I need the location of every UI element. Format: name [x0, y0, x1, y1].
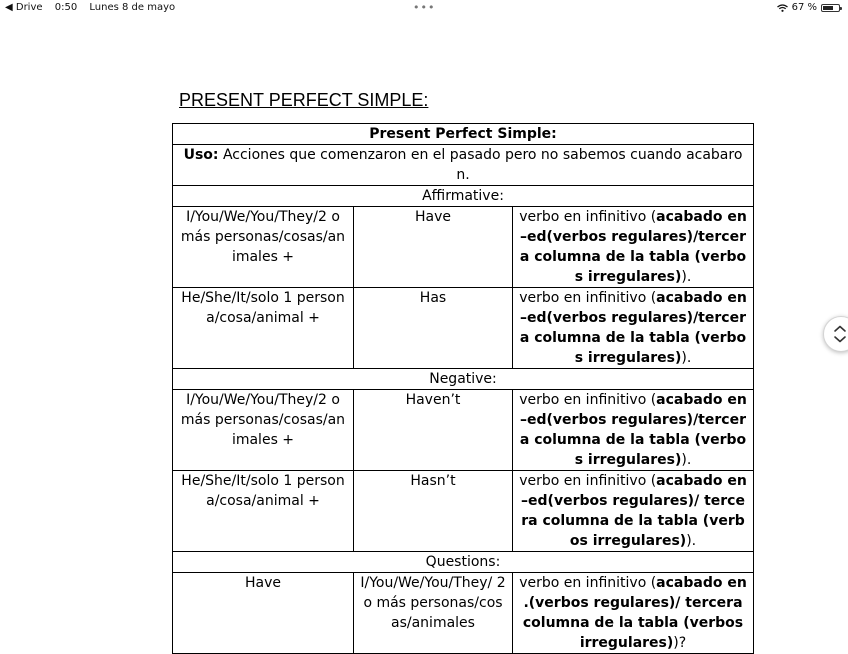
clock: 0:50: [54, 2, 78, 13]
status-bar: [0, 0, 848, 16]
date: Lunes 8 de mayo: [89, 2, 176, 13]
table-row: [173, 471, 754, 552]
verb-text: verbo en infinitivo (: [519, 209, 657, 225]
auxiliary-cell: Have: [354, 207, 513, 288]
verb-bold-text: acabado en .(verbos regulares)/ tercera columna de la tabla (verbos irregulares): [522, 575, 747, 651]
section-title-questions: Questions:: [173, 552, 754, 573]
verb-text: verbo en infinitivo (: [519, 575, 657, 591]
wifi-icon: [777, 4, 788, 12]
subject-cell: I/You/We/You/They/2 o más personas/cosas/animales +: [173, 390, 354, 471]
verb-cell: [513, 573, 754, 654]
verb-cell: [513, 390, 754, 471]
section-title-affirmative: Affirmative:: [173, 186, 754, 207]
verb-bold-text: acabado en –ed(verbos regulares)/ tercera columna de la tabla (verbos irregulares): [521, 473, 747, 549]
auxiliary-cell: Haven’t: [354, 390, 513, 471]
battery-fill: [823, 6, 833, 10]
verb-bold-text: acabado en –ed(verbos regulares)/tercera columna de la tabla (verbos irregulares): [519, 209, 747, 285]
section-title-row: [173, 186, 754, 207]
table-row: [173, 207, 754, 288]
uso-text: Acciones que comenzaron en el pasado pero no sabemos cuando acabaron.: [218, 147, 743, 183]
table-row: [173, 288, 754, 369]
section-title-row: [173, 369, 754, 390]
verb-bold-text: acabado en –ed(verbos regulares)/tercera columna de la tabla (verbos irregulares): [519, 392, 747, 468]
multitasking-dots[interactable]: •••: [413, 1, 436, 14]
verb-cell: [513, 471, 754, 552]
uso-row: [173, 145, 754, 186]
verb-cell: [513, 288, 754, 369]
verb-bold-text: acabado en –ed(verbos regulares)/tercera columna de la tabla (verbos irregulares): [519, 290, 747, 366]
status-bar-left: [5, 2, 184, 13]
verb-end-text: ).: [681, 269, 692, 285]
battery-percentage: 67 %: [791, 2, 817, 13]
uso-cell: [173, 145, 754, 186]
verb-end-text: ).: [681, 452, 692, 468]
subject-cell: I/You/We/You/They/ 2 o más personas/cosas/animales: [354, 573, 513, 654]
section-title-negative: Negative:: [173, 369, 754, 390]
back-to-drive-link[interactable]: ◀ Drive: [5, 2, 43, 13]
uso-label: Uso:: [183, 147, 219, 163]
verb-end-text: ).: [681, 350, 692, 366]
subject-cell: He/She/It/solo 1 persona/cosa/animal +: [173, 288, 354, 369]
verb-text: verbo en infinitivo (: [519, 290, 657, 306]
table-header: Present Perfect Simple:: [173, 124, 754, 145]
table-header-row: [173, 124, 754, 145]
section-title-row: [173, 552, 754, 573]
document-title: PRESENT PERFECT SIMPLE:: [179, 90, 429, 110]
verb-end-text: ).: [686, 533, 697, 549]
chevron-up-down-icon: [833, 325, 847, 343]
verb-text: verbo en infinitivo (: [519, 473, 657, 489]
table-row: [173, 390, 754, 471]
page-scroll-handle[interactable]: [823, 316, 848, 352]
verb-cell: [513, 207, 754, 288]
verb-end-text: )?: [673, 635, 687, 651]
auxiliary-cell: Hasn’t: [354, 471, 513, 552]
subject-cell: He/She/It/solo 1 persona/cosa/animal +: [173, 471, 354, 552]
verb-text: verbo en infinitivo (: [519, 392, 657, 408]
status-bar-right: [777, 2, 840, 13]
subject-cell: I/You/We/You/They/2 o más personas/cosas/animales +: [173, 207, 354, 288]
auxiliary-cell: Has: [354, 288, 513, 369]
auxiliary-cell: Have: [173, 573, 354, 654]
battery-icon: [821, 4, 840, 12]
table-row: [173, 573, 754, 654]
present-perfect-table: [172, 123, 754, 654]
